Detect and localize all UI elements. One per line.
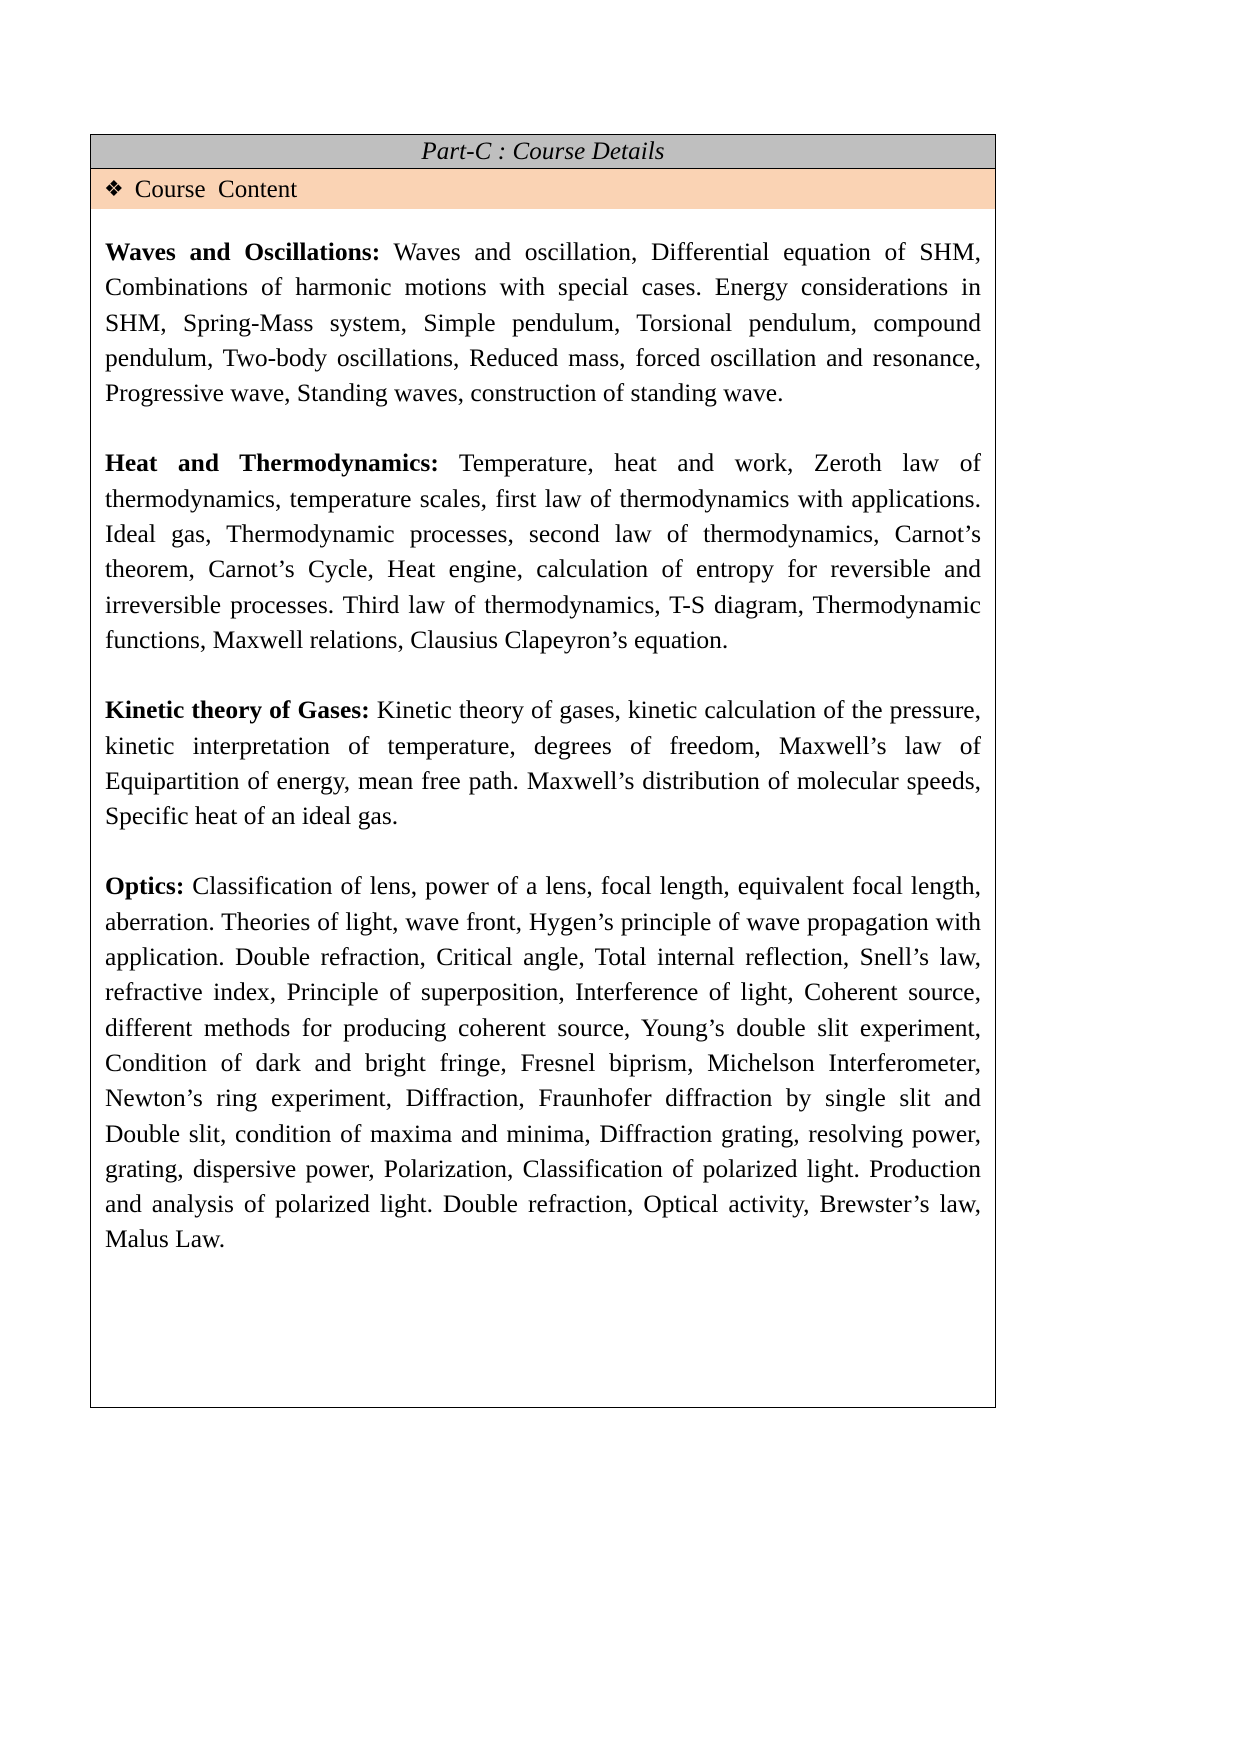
topic-paragraph-heat-and-thermodynamics	[105, 445, 981, 657]
diamond-bullet-icon: ❖	[104, 176, 124, 201]
topic-text-kinetic-theory-of-gases: Kinetic theory of gases, kinetic calculation of the pressure, kinetic interpretation of temperature, degrees of freedom, Maxwell’s law of Equipartition of energy, mean free path. Maxwell’s distribution of molecular speeds, Specific heat of an ideal gas.	[105, 695, 981, 831]
topic-paragraph-kinetic-theory-of-gases	[105, 692, 981, 833]
topic-text-heat-and-thermodynamics: Temperature, heat and work, Zeroth law of thermodynamics, temperature scales, first law of thermodynamics with applications. Ideal gas, Thermodynamic processes, second law of thermodynamics, Carnot’s theorem, Carnot’s Cycle, Heat engine, calculation of entropy for reversible and irreversible processes. Third law of thermodynamics, T-S diagram, Thermodynamic functions, Maxwell relations, Clausius Clapeyron’s equation.	[105, 448, 981, 654]
topic-heading-optics: Optics:	[105, 871, 185, 901]
topic-paragraph-optics	[105, 868, 981, 1256]
course-content-body	[91, 234, 995, 1257]
topic-text-waves-and-oscillations: Waves and oscillation, Differential equation of SHM, Combinations of harmonic motions with special cases. Energy considerations in SHM, Spring-Mass system, Simple pendulum, Torsional pendulum, compound pendulum, Two-body oscillations, Reduced mass, forced oscillation and resonance, Progressive wave, Standing waves, construction of standing wave.	[105, 237, 982, 408]
topic-heading-heat-and-thermodynamics: Heat and Thermodynamics:	[105, 448, 439, 478]
course-details-frame	[90, 134, 996, 1408]
course-content-header	[91, 169, 995, 209]
course-content-label: Course Content	[134, 175, 298, 203]
page-title: Part-C : Course Details	[421, 138, 665, 165]
topic-paragraph-waves-and-oscillations	[105, 234, 981, 410]
part-c-title-bar	[91, 135, 995, 169]
topic-heading-waves-and-oscillations: Waves and Oscillations:	[105, 237, 381, 266]
topic-heading-kinetic-theory-of-gases: Kinetic theory of Gases:	[105, 695, 370, 725]
topic-text-optics: Classification of lens, power of a lens, focal length, equivalent focal length, aberration. Theories of light, wave front, Hygen’s principle of wave propagation with application. Double refraction, Critical angle, Total internal reflection, Snell’s law, refractive index, Principle of superposition, Interference of light, Coherent source, different methods for producing coherent source, Young’s double slit experiment, Condition of dark and bright fringe, Fresnel biprism, Michelson Interferometer, Newton’s ring experiment, Diffraction, Fraunhofer diffraction by single slit and Double slit, condition of maxima and minima, Diffraction grating, resolving power, grating, dispersive power, Polarization, Classification of polarized light. Production and analysis of polarized light. Double refraction, Optical activity, Brewster’s law, Malus Law.	[105, 871, 981, 1254]
